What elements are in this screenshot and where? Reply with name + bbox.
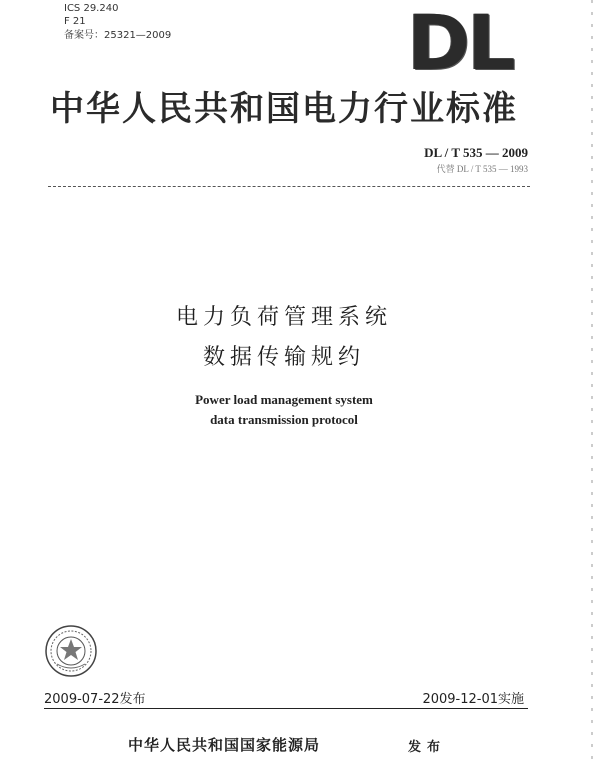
publish-date: 2009-07-22发布 — [44, 692, 146, 707]
title-cn-line2: 数据传输规约 — [202, 345, 365, 370]
record-number: 备案号：25321—2009 — [64, 30, 172, 41]
publisher-name: 中华人民共和国国家能源局 — [128, 736, 321, 754]
issue-label: 发布 — [408, 740, 447, 755]
industry-standard-title: 中华人民共和国电力行业标准 — [50, 89, 518, 129]
standard-number: DL / T 535 — 2009 — [424, 145, 528, 160]
implement-date: 2009-12-01实施 — [422, 692, 524, 707]
title-en-line2: data transmission protocol — [210, 412, 358, 427]
footer-divider — [44, 708, 528, 709]
dl-logo: DL — [407, 0, 513, 87]
scan-edge-marks — [590, 0, 594, 768]
title-cn-line1: 电力负荷管理系统 — [175, 305, 392, 330]
header-divider — [48, 186, 530, 188]
title-en-line1: Power load management system — [195, 392, 373, 407]
replaces-note: 代替 DL / T 535 — 1993 — [436, 164, 528, 174]
ccs-code: F 21 — [64, 16, 86, 27]
official-seal-icon — [44, 624, 98, 678]
ics-code: ICS 29.240 — [64, 3, 119, 14]
